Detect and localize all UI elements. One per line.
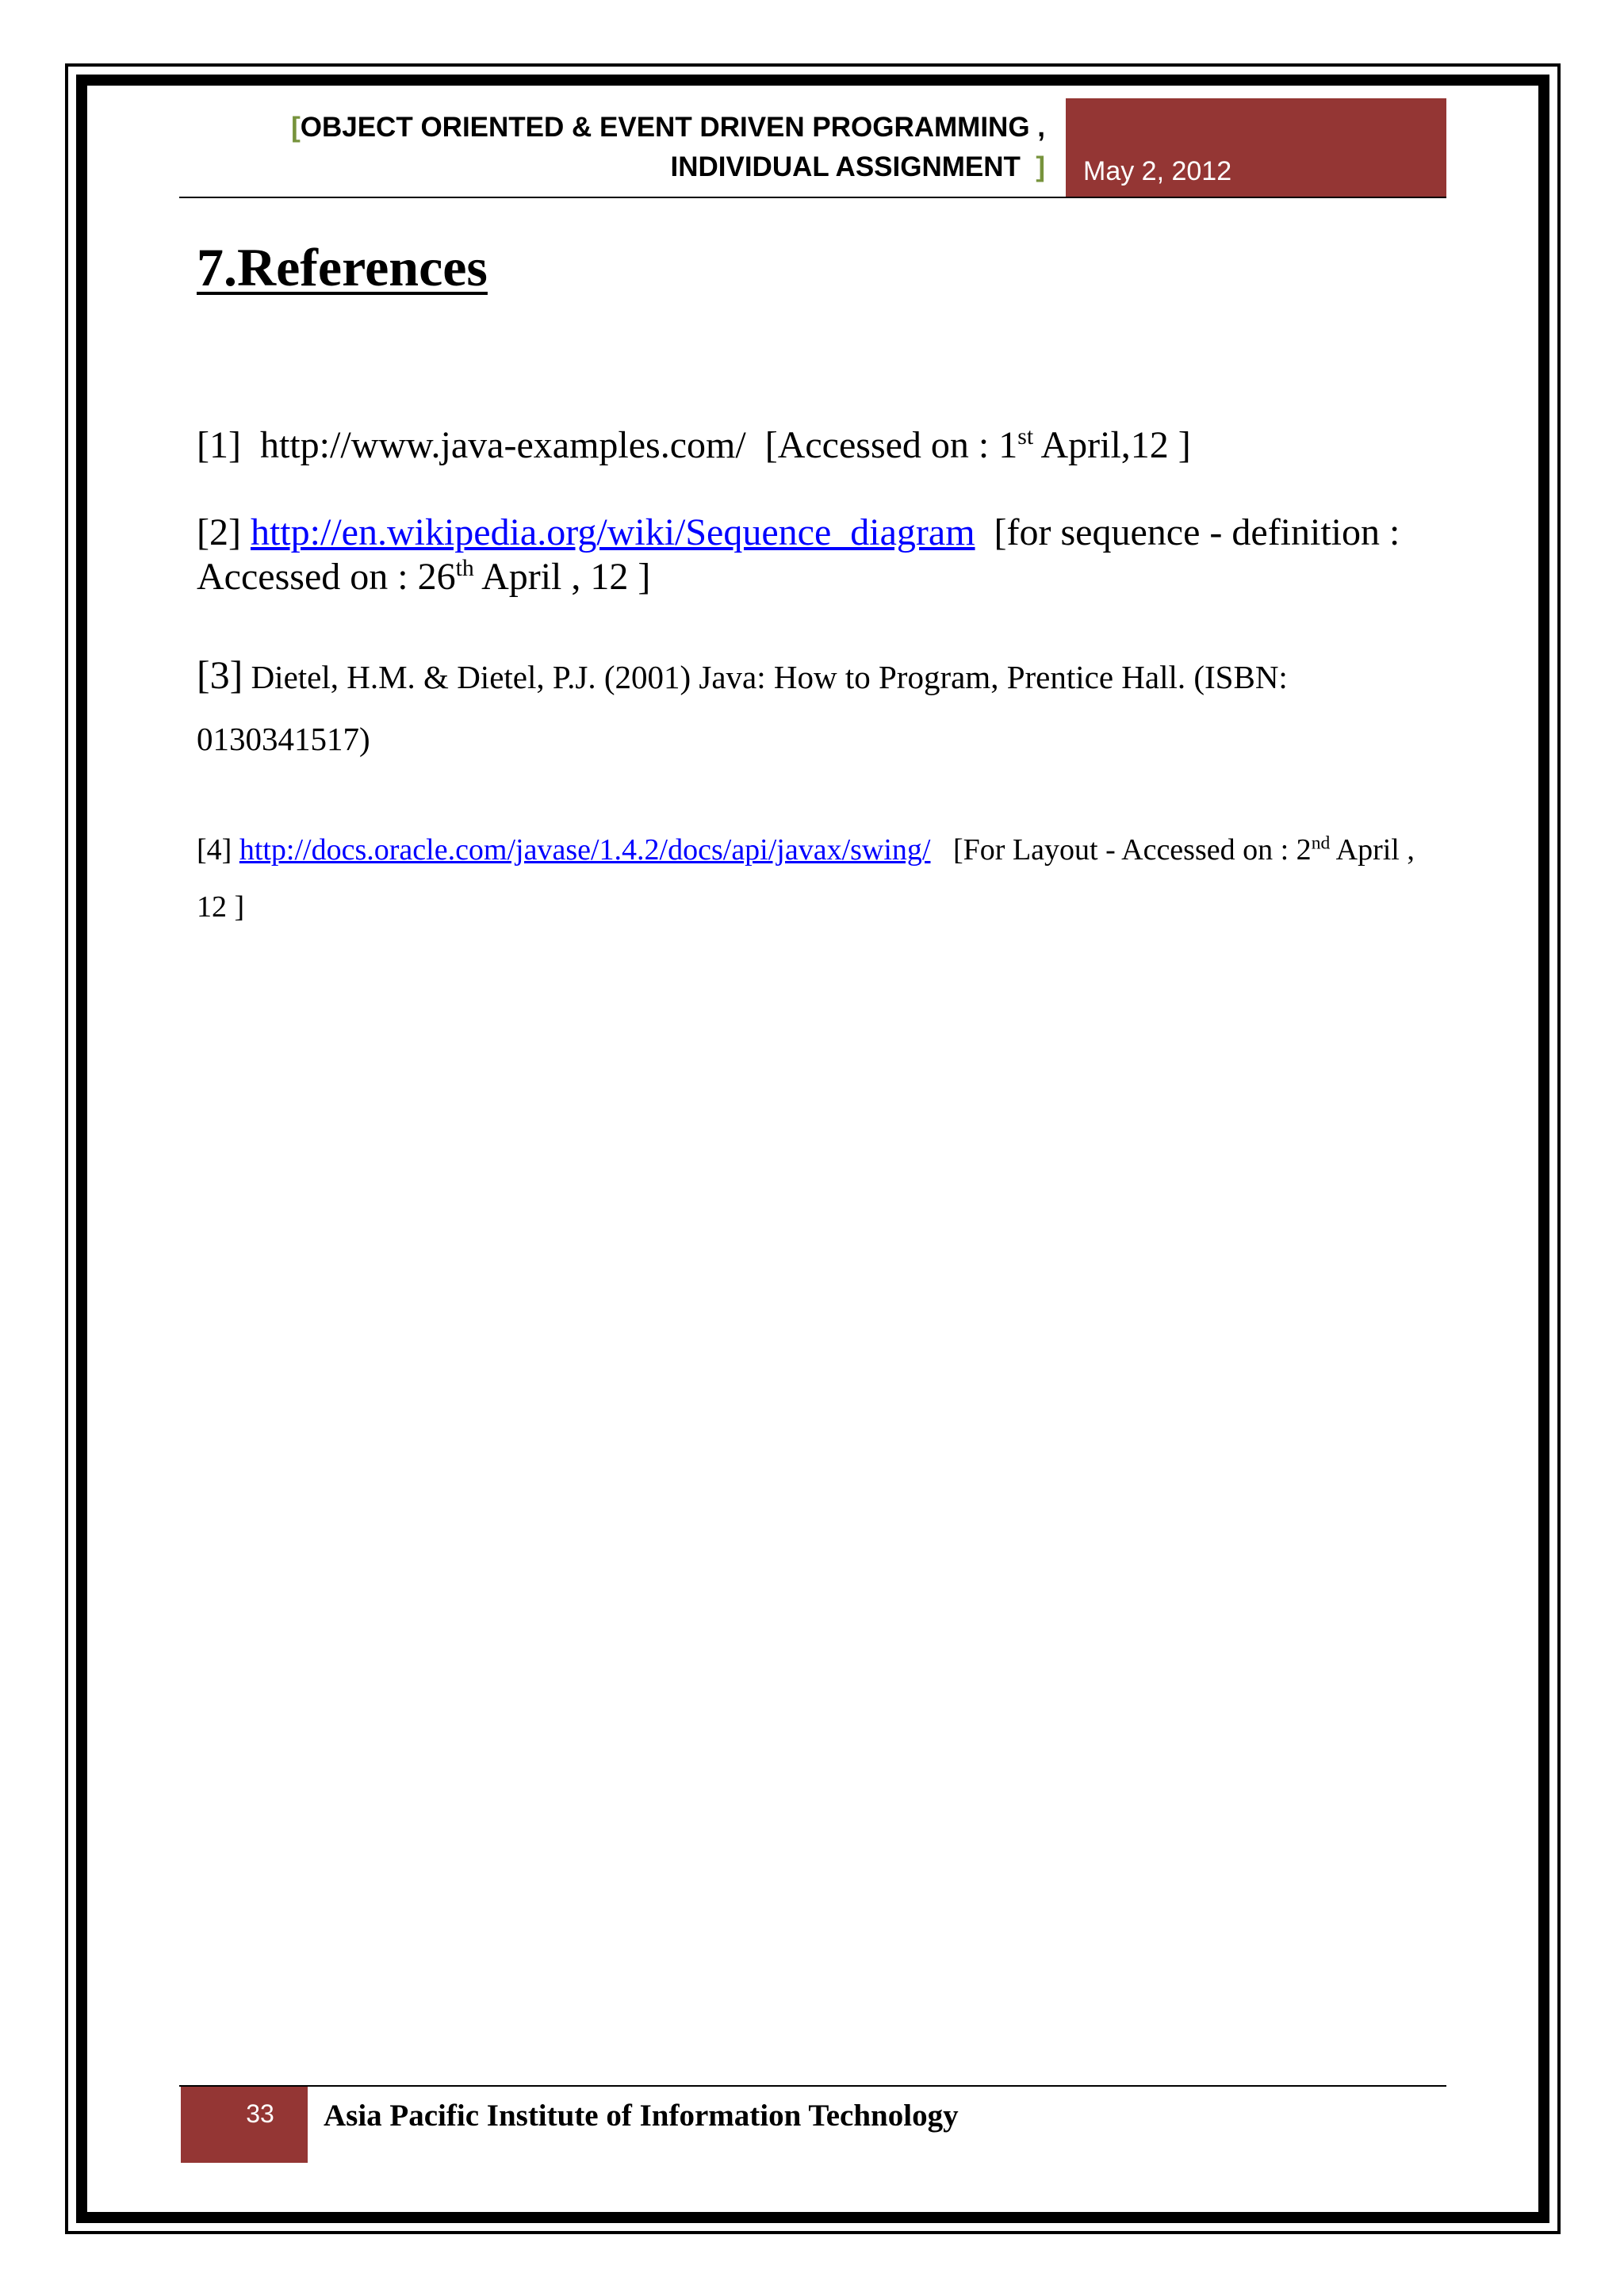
reference-2-note: [for sequence - definition : Accessed on : 26th April , 12 ] bbox=[197, 511, 1400, 598]
header-date-box bbox=[1066, 98, 1446, 198]
reference-3-number: [3] bbox=[197, 652, 243, 697]
header-course-line-1: OBJECT ORIENTED & EVENT DRIVEN PROGRAMMING , bbox=[300, 112, 1045, 143]
reference-4-number: [4] bbox=[197, 833, 232, 867]
reference-1 bbox=[197, 422, 1434, 469]
reference-4-link[interactable]: http://docs.oracle.com/javase/1.4.2/docs/api/javax/swing/ bbox=[239, 833, 931, 867]
reference-3-text: Dietel, H.M. & Dietel, P.J. (2001) Java: How to Program, Prentice Hall. (ISBN: 0130341517) bbox=[197, 659, 1288, 757]
page-number: 33 bbox=[246, 2099, 274, 2128]
reference-3 bbox=[197, 644, 1434, 770]
header-course-title bbox=[181, 108, 1045, 187]
footer-page-box bbox=[181, 2087, 308, 2163]
header-bracket-open: [ bbox=[291, 112, 301, 143]
reference-1-number: [1] bbox=[197, 424, 241, 466]
reference-4 bbox=[197, 821, 1434, 936]
header-bracket-close: ] bbox=[1036, 151, 1045, 182]
reference-2-number: [2] bbox=[197, 511, 241, 553]
reference-2 bbox=[197, 511, 1434, 599]
reference-4-note: [For Layout - Accessed on : 2nd April , 12 ] bbox=[197, 832, 1415, 924]
footer-organization: Asia Pacific Institute of Information Technology bbox=[324, 2099, 959, 2133]
page-title: 7.References bbox=[197, 237, 488, 297]
header-date: May 2, 2012 bbox=[1083, 156, 1232, 186]
header-line-2 bbox=[181, 147, 1045, 187]
reference-2-link[interactable]: http://en.wikipedia.org/wiki/Sequence_diagram bbox=[250, 511, 975, 553]
header-course-line-2: INDIVIDUAL ASSIGNMENT bbox=[670, 151, 1021, 182]
header-line-1 bbox=[181, 108, 1045, 147]
reference-1-url: http://www.java-examples.com/ bbox=[259, 424, 746, 466]
reference-1-note: [Accessed on : 1st April,12 ] bbox=[764, 423, 1191, 466]
header-rule bbox=[179, 197, 1446, 198]
page-border-inner bbox=[76, 75, 1549, 2223]
footer-rule bbox=[179, 2085, 1446, 2087]
